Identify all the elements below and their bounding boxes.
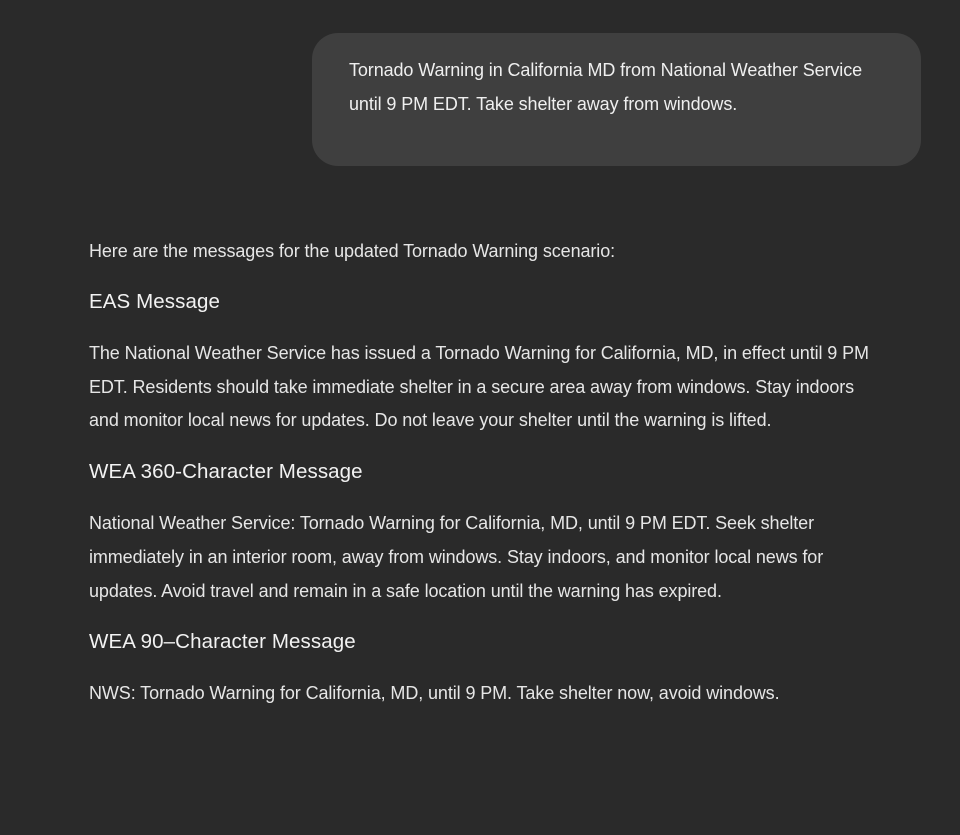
section-heading: EAS Message: [89, 290, 220, 313]
section-heading: WEA 360-Character Message: [89, 460, 363, 484]
user-message-bubble: [312, 33, 921, 166]
section-heading: WEA 90–Character Message: [89, 630, 356, 654]
wea-90-message-section: [89, 608, 879, 711]
user-message-text: Tornado Warning in California MD from National Weather Service until 9 PM EDT. Take shelter away from windows.: [349, 60, 863, 114]
assistant-message: [89, 234, 879, 711]
section-body: National Weather Service: Tornado Warning for California, MD, until 9 PM EDT. Seek shelter immediately in an interior room, away from windows. Stay indoors, and monitor local news for updates. Avoid travel and remain in a safe location until the warning has expired.: [89, 513, 824, 601]
wea-360-message-section: [89, 438, 879, 608]
assistant-intro: Here are the messages for the updated Tornado Warning scenario:: [89, 241, 616, 261]
section-body: NWS: Tornado Warning for California, MD, until 9 PM. Take shelter now, avoid windows.: [89, 683, 780, 704]
eas-message-section: [89, 268, 879, 438]
section-body: The National Weather Service has issued a Tornado Warning for California, MD, in effect until 9 PM EDT. Residents should take immediate shelter in a secure area away from windows. Stay indoors and monitor local news for updates. Do not leave your shelter until the warning is lifted.: [89, 343, 869, 431]
